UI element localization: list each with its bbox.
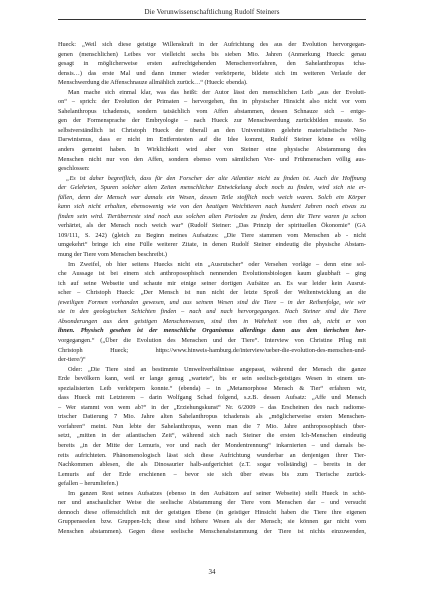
text-line: scher – Christoph Hueck: „Der Mensch ist nun nicht der letzte Sproß der Weltentwicklung an die xyxy=(58,289,366,297)
text-line: Absonderungen aus dem geistigen Menschenwesen, sind ihm in Wahrheit von ihm ab, nicht er von xyxy=(58,317,366,325)
text-line: anders gemeint haben. In Wirklichkeit wird aber von Steiner eine physische Abstammung des xyxy=(58,146,366,154)
text-line: densis…) das erste Mal und dann immer wieder verkörperte, bildete sich im weiteren Verlaufe der xyxy=(58,69,366,77)
text-line: vorfahren“ meint. Nun lebte der Sahelanthropus, wenn man die 7 Mio. Jahre anthroposophisch über- xyxy=(58,422,366,430)
text-line: reits aufrichteten. Phänomenologisch lässt sich diese Aufrichtung wunderbar an denjenigen ihrer Tier- xyxy=(58,451,366,459)
text-line: gefallen – herumliefen.) xyxy=(58,480,119,488)
text-line: vorgegangen.“ („Über die Evolution des Menschen und der Tiere“. Interview von Christine Pflug mit xyxy=(58,336,366,344)
text-line: trischer Datierung 7 Mio. Jahre alten Sahelanthropus tchadensis als „möglicherweise ersten Menschen- xyxy=(58,413,366,421)
text-line: gesagt in möglicherweise ersten aufrechtgehenden Menschenvorfahren, den Sahelanthropus tcha- xyxy=(58,60,366,68)
text-line: gen der Formensprache der Embryologie – nach Hueck zur Menschwerdung zurückbilden musste. So xyxy=(58,117,366,125)
text-line: Menschen nicht nur von den Affen, sondern ebenso vom sämtlichen Vor- und Frühmenschen völlig aus- xyxy=(58,155,366,163)
text-line: Darwinismus, dass er nicht im Entferntesten auf die Idee kommt, Rudolf Steiner könne es völlig xyxy=(58,136,366,144)
text-line: genen (menschlichen) Leibes vor vielleicht sechs bis sieben Mio. Jahren (Anmerkung Hueck: genau xyxy=(58,50,366,58)
text-line: ich auf seine Webseite und schaute mir einige seiner dortigen Aufsätze an. Es war leider kein Ausrut- xyxy=(58,279,366,287)
text-line: Menschen abstammen). Gegen diese seelische Menschenabstammung der Tiere ist nichts einzuwenden, xyxy=(58,527,366,535)
text-line: der-tiere/)“ xyxy=(58,356,86,364)
text-line: ihnen. Physisch gesehen ist der menschliche Organismus allerdings dann aus dem tierischen her- xyxy=(58,327,366,335)
text-line: Im Zweifel, ob hier seitens Huecks nicht ein „Ausrutscher“ oder Versehen vorläge – denn eine sol- xyxy=(68,260,366,268)
text-line: sie in den geologischen Schichten finden – nach und nach hervorgegangen. Nach Steiner sind die Tiere xyxy=(58,308,366,316)
text-line: 109/111, S. 242) (gleich zu Beginn meines Aufsatzes: „Die Tiere stammen vom Menschen ab - nicht xyxy=(58,231,366,239)
text-line: setzt, „mitten in der atlantischen Zeit“, während sich nach Steiner die ersten Ich-Menschen eindeutig xyxy=(58,432,366,440)
text-line: Im ganzen Rest seines Aufsatzes (ebenso in den Aufsätzen auf seiner Webseite) stellt Hueck in schö- xyxy=(68,489,366,497)
text-line: Oder: „Die Tiere sind an bestimmte Umweltverhältnisse angepasst, während der Mensch die ganze xyxy=(68,365,366,373)
text-line: dass Hueck mit Letzterem – darin Wolfgang Schad folgend, s.z.B. dessen Aufsatz: „Affe und Mensch xyxy=(58,394,366,402)
text-line: Erde bevölkern kann, weil er lange genug „wartete“, bis er sein seelisch-geistiges Wesen in einem un- xyxy=(58,375,366,383)
text-line: dennoch diese offensichtlich mit der geistigen Ebene (in geistiger Hinsicht haben die Tiere ihre eigenen xyxy=(58,508,366,516)
quote-line: der Gelehrten, Spuren solcher alten Zeiten menschlicher Entwickelung doch noch zu finden, wird sich nie er- xyxy=(58,184,366,192)
text-line: bereits „in der Mitte der Lemuris, vor und nach der Mondentrennung“ inkarnierten – und damals be- xyxy=(58,441,366,449)
header-rule xyxy=(58,19,366,20)
text-line: Sahelanthropus tchadensis, sondern tatsächlich vom Affen abstammen, dessen Schnauze sich – entge- xyxy=(58,107,366,115)
text-line: che Aussage ist bei einem sich anthroposophisch nennenden Evolutionsbiologen kaum glaubhaft – ging xyxy=(58,270,366,278)
quote-line: kann sich nicht erhalten, ebensowenig wie von den heutigen Weichtieren nach hundert Jahren noch etwas zu xyxy=(58,203,366,211)
text-line: ner und anschaulicher Weise die seelische Abstammung der Tiere vom Menschen dar – und versucht xyxy=(58,499,366,507)
text-line: Menschwerdung die Affenschnauze allmählich zurück…“ (Hueck: ebenda). xyxy=(58,79,248,87)
text-line: selbstverständlich ist Christoph Hueck der überall an den Universitäten gelehrte materialistische Neo- xyxy=(58,126,366,134)
text-line: Gruppenseelen bzw. Gruppen-Ich; diese sind höhere Wesen als der Mensch; sie können gar nicht vom xyxy=(58,518,366,526)
text-line: Nachkommen ablesen, die als Dinosaurier halb-aufgerichtet (z.T. sogar vollständig) – bereits in der xyxy=(58,461,366,469)
text-line: jeweiligen Formen vorhanden gewesen, und aus seinem Wesen sind die Tiere – in der Reihenfolge, wie wir xyxy=(58,298,366,306)
running-header: Die Verunwissenschaftlichung Rudolf Steiners xyxy=(144,8,280,16)
text-line: umgekehrt“ bringe ich eine Fülle weiterer Zitate, in denen Rudolf Steiner eindeutig die physische Abstam- xyxy=(58,241,366,249)
text-line: verhärtet, als der Mensch noch weich war“ (Rudolf Steiner: „Das Prinzip der spirituellen Ökonomie“ (GA xyxy=(58,222,366,230)
quote-line: füllen, denn der Mensch war damals ein Wesen, dessen Teile stofflich noch weich waren. Solch ein Körper xyxy=(58,193,366,201)
page-number: 34 xyxy=(208,568,216,576)
text-line: Lemuris auf der Erde erschienen – bevor sie sich über etwas bis zum Tierische zurück- xyxy=(58,470,366,478)
quote-line: finden sein wird. Tierüberreste sind noch aus solchen alten Perioden zu finden, denn die Tiere waren ja schon xyxy=(58,212,366,220)
text-line: geschlossen: xyxy=(58,165,90,173)
body-text xyxy=(58,40,366,536)
text-line: on“ – sprich: der Evolution der Primaten – hervorgehen, ihn in physischer Hinsicht also nicht vor vom xyxy=(58,98,366,106)
text-line: Christoph Hueck; https://www.hinweis-hamburg.de/interview/ueber-die-evolution-des-menschen-und- xyxy=(58,346,366,354)
text-line: mung der Tiere vom Menschen beschreibt.) xyxy=(58,251,168,259)
text-line: Hueck: „Weil sich diese geistige Willenskraft in der Aufrichtung des aus der Evolution hervorgegan- xyxy=(58,41,366,48)
text-line: Man mache sich einmal klar, was das heißt: der Autor lässt den menschlichen Leib „aus der Evoluti- xyxy=(68,88,366,96)
text-line: spezialisierten Leib verkörpern konnte.“ (ebenda) – in „Metamorphose Mensch & Tier“ erfahren wir, xyxy=(58,384,366,392)
text-line: – Wer stammt von wem ab?“ in der „Erziehungskunst“ Nr. 6/2009 – das Erscheinen des nach radiome- xyxy=(58,403,366,411)
quote-line: „Es ist daher begreiflich, dass für den Forscher der alte Atlantier nicht zu finden ist. Auch die Hoffnung xyxy=(66,174,366,182)
